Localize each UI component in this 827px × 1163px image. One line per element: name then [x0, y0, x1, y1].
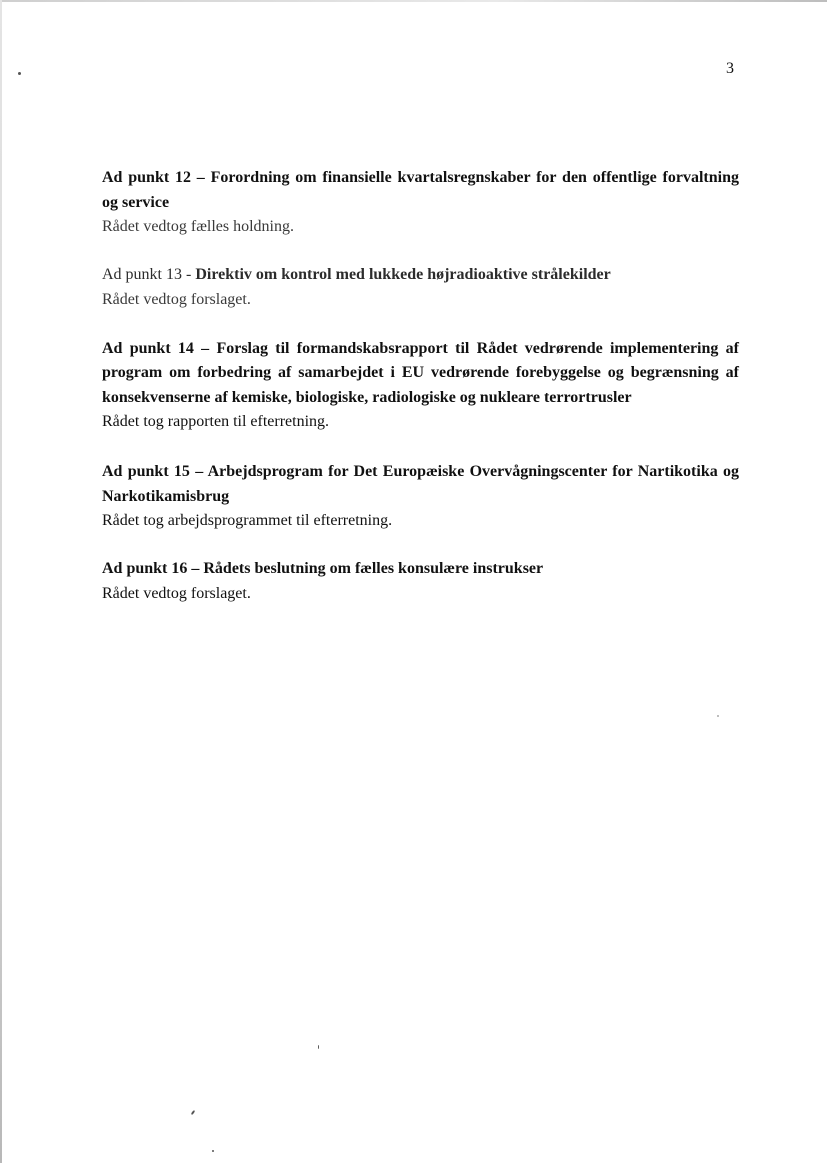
agenda-item-13 [102, 263, 739, 312]
agenda-item-14-decision: Rådet tog rapporten til efterretning. [102, 413, 330, 430]
agenda-item-16 [102, 557, 739, 606]
agenda-item-13-heading-prefix: Ad punkt 13 - [102, 266, 196, 283]
agenda-item-15 [102, 460, 739, 533]
agenda-item-16-decision: Rådet vedtog forslaget. [102, 584, 251, 602]
scan-edge-left [0, 0, 2, 1163]
scan-speck [212, 1150, 214, 1152]
agenda-item-14-heading: Ad punkt 14 – Forslag til formandskabsrapport til Rådet vedrørende implementering af program om forbedring af samarbejdet i EU vedrørende forebyggelse og begrænsning af konsekvenserne af kemiske, biologiske, radiologiske og nukleare terrortrusler [102, 339, 739, 406]
scan-speck [191, 1110, 196, 1115]
document-body [102, 166, 739, 606]
agenda-item-13-heading-title: Direktiv om kontrol med lukkede højradioaktive strålekilder [195, 266, 611, 283]
scan-speck [318, 1045, 319, 1049]
scan-speck [717, 715, 719, 717]
scan-edge-top [0, 0, 827, 2]
agenda-item-15-heading: Ad punkt 15 – Arbejdsprogram for Det Europæiske Overvågningscenter for Nartikotika og Narkotikamisbrug [102, 463, 739, 505]
agenda-item-15-decision: Rådet tog arbejdsprogrammet til efterretning. [102, 512, 393, 529]
agenda-item-13-heading [102, 263, 739, 288]
agenda-item-12 [102, 166, 739, 239]
agenda-item-13-decision: Rådet vedtog forslaget. [102, 290, 251, 308]
agenda-item-16-heading: Ad punkt 16 – Rådets beslutning om fælles konsulære instrukser [102, 560, 544, 577]
agenda-item-14 [102, 337, 739, 435]
page-number: 3 [726, 60, 734, 77]
agenda-item-12-heading: Ad punkt 12 – Forordning om finansielle kvartalsregnskaber for den offentlige forvaltning og service [102, 169, 739, 211]
agenda-item-12-decision: Rådet vedtog fælles holdning. [102, 218, 294, 235]
scan-speck [18, 72, 21, 75]
